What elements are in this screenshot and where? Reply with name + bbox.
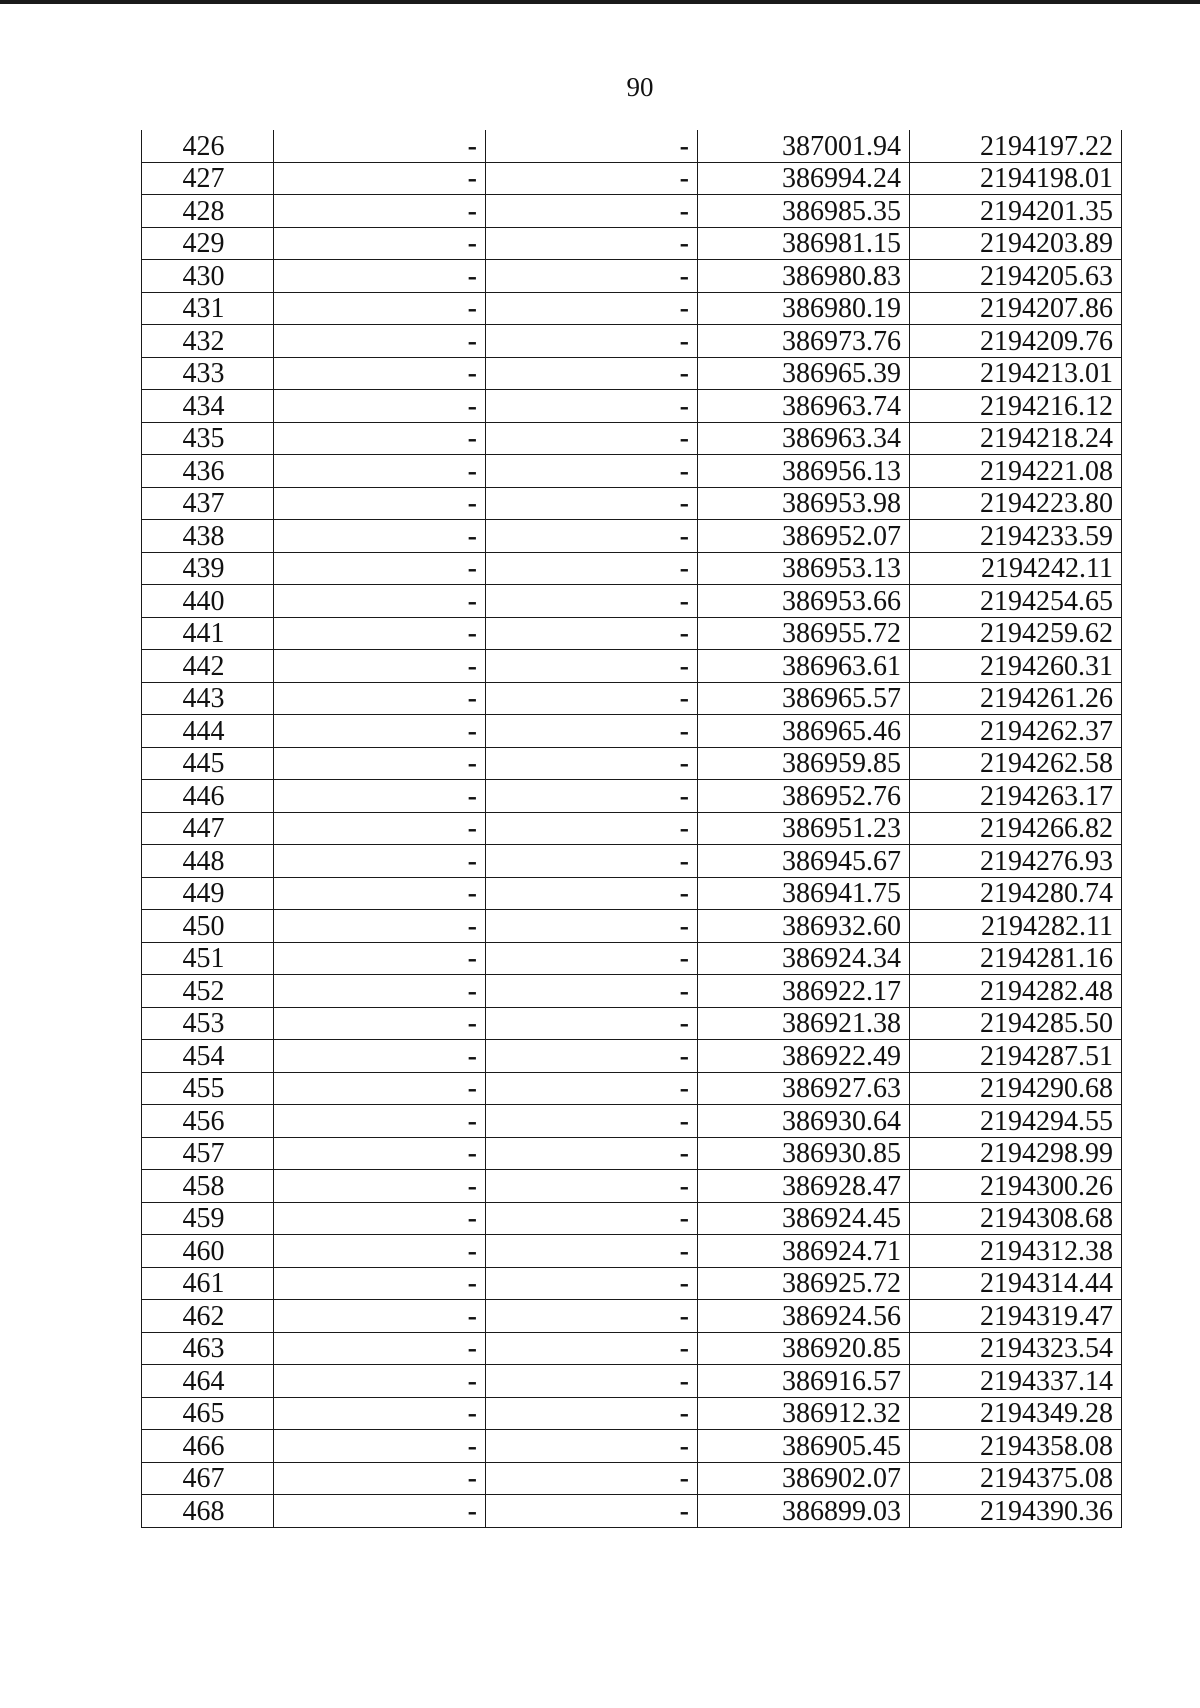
y-coordinate-cell: 2194266.82	[910, 812, 1122, 845]
point-number-cell: 458	[142, 1170, 274, 1203]
blank-value-cell: -	[274, 1007, 486, 1040]
point-number-cell: 433	[142, 357, 274, 390]
point-number-cell: 462	[142, 1300, 274, 1333]
table-row	[142, 130, 1122, 162]
y-coordinate-cell: 2194280.74	[910, 877, 1122, 910]
blank-value-cell: -	[486, 1365, 698, 1398]
point-number-cell: 451	[142, 942, 274, 975]
blank-value-cell: -	[486, 877, 698, 910]
y-coordinate-cell: 2194261.26	[910, 682, 1122, 715]
y-coordinate-cell: 2194308.68	[910, 1202, 1122, 1235]
point-number-cell: 428	[142, 195, 274, 228]
y-coordinate-cell: 2194314.44	[910, 1267, 1122, 1300]
blank-value-cell: -	[274, 650, 486, 683]
x-coordinate-cell: 386981.15	[698, 227, 910, 260]
blank-value-cell: -	[486, 195, 698, 228]
table-row	[142, 650, 1122, 683]
blank-value-cell: -	[274, 1170, 486, 1203]
blank-value-cell: -	[486, 1040, 698, 1073]
y-coordinate-cell: 2194218.24	[910, 422, 1122, 455]
x-coordinate-cell: 386955.72	[698, 617, 910, 650]
point-number-cell: 446	[142, 780, 274, 813]
y-coordinate-cell: 2194390.36	[910, 1495, 1122, 1528]
x-coordinate-cell: 386953.66	[698, 585, 910, 618]
y-coordinate-cell: 2194319.47	[910, 1300, 1122, 1333]
y-coordinate-cell: 2194207.86	[910, 292, 1122, 325]
y-coordinate-cell: 2194203.89	[910, 227, 1122, 260]
blank-value-cell: -	[274, 422, 486, 455]
point-number-cell: 461	[142, 1267, 274, 1300]
blank-value-cell: -	[274, 1202, 486, 1235]
blank-value-cell: -	[486, 260, 698, 293]
y-coordinate-cell: 2194349.28	[910, 1397, 1122, 1430]
point-number-cell: 435	[142, 422, 274, 455]
x-coordinate-cell: 386980.19	[698, 292, 910, 325]
x-coordinate-cell: 386927.63	[698, 1072, 910, 1105]
blank-value-cell: -	[486, 1170, 698, 1203]
blank-value-cell: -	[274, 1300, 486, 1333]
blank-value-cell: -	[274, 357, 486, 390]
blank-value-cell: -	[486, 747, 698, 780]
x-coordinate-cell: 386905.45	[698, 1430, 910, 1463]
x-coordinate-cell: 386902.07	[698, 1462, 910, 1495]
blank-value-cell: -	[274, 682, 486, 715]
blank-value-cell: -	[486, 910, 698, 943]
y-coordinate-cell: 2194223.80	[910, 487, 1122, 520]
blank-value-cell: -	[274, 942, 486, 975]
y-coordinate-cell: 2194323.54	[910, 1332, 1122, 1365]
blank-value-cell: -	[486, 942, 698, 975]
y-coordinate-cell: 2194198.01	[910, 162, 1122, 195]
table-row	[142, 747, 1122, 780]
x-coordinate-cell: 387001.94	[698, 130, 910, 162]
table-row	[142, 520, 1122, 553]
y-coordinate-cell: 2194254.65	[910, 585, 1122, 618]
blank-value-cell: -	[274, 715, 486, 748]
table-row	[142, 1137, 1122, 1170]
y-coordinate-cell: 2194312.38	[910, 1235, 1122, 1268]
x-coordinate-cell: 386963.61	[698, 650, 910, 683]
x-coordinate-cell: 386941.75	[698, 877, 910, 910]
blank-value-cell: -	[274, 1397, 486, 1430]
x-coordinate-cell: 386985.35	[698, 195, 910, 228]
y-coordinate-cell: 2194300.26	[910, 1170, 1122, 1203]
blank-value-cell: -	[486, 845, 698, 878]
x-coordinate-cell: 386922.17	[698, 975, 910, 1008]
blank-value-cell: -	[486, 1137, 698, 1170]
point-number-cell: 432	[142, 325, 274, 358]
blank-value-cell: -	[486, 1235, 698, 1268]
point-number-cell: 426	[142, 130, 274, 162]
table-row	[142, 682, 1122, 715]
blank-value-cell: -	[274, 162, 486, 195]
table-row	[142, 487, 1122, 520]
blank-value-cell: -	[486, 1202, 698, 1235]
x-coordinate-cell: 386924.56	[698, 1300, 910, 1333]
point-number-cell: 468	[142, 1495, 274, 1528]
blank-value-cell: -	[274, 1040, 486, 1073]
x-coordinate-cell: 386965.57	[698, 682, 910, 715]
y-coordinate-cell: 2194262.37	[910, 715, 1122, 748]
blank-value-cell: -	[274, 910, 486, 943]
blank-value-cell: -	[274, 877, 486, 910]
y-coordinate-cell: 2194242.11	[910, 552, 1122, 585]
y-coordinate-cell: 2194221.08	[910, 455, 1122, 488]
table-row	[142, 162, 1122, 195]
table-row	[142, 812, 1122, 845]
y-coordinate-cell: 2194233.59	[910, 520, 1122, 553]
table-row	[142, 1170, 1122, 1203]
point-number-cell: 427	[142, 162, 274, 195]
blank-value-cell: -	[486, 390, 698, 423]
table-row	[142, 1202, 1122, 1235]
blank-value-cell: -	[274, 487, 486, 520]
blank-value-cell: -	[486, 162, 698, 195]
blank-value-cell: -	[274, 617, 486, 650]
point-number-cell: 463	[142, 1332, 274, 1365]
blank-value-cell: -	[274, 585, 486, 618]
point-number-cell: 452	[142, 975, 274, 1008]
blank-value-cell: -	[486, 130, 698, 162]
table-row	[142, 1235, 1122, 1268]
x-coordinate-cell: 386963.74	[698, 390, 910, 423]
x-coordinate-cell: 386916.57	[698, 1365, 910, 1398]
blank-value-cell: -	[486, 682, 698, 715]
blank-value-cell: -	[274, 1430, 486, 1463]
point-number-cell: 436	[142, 455, 274, 488]
point-number-cell: 466	[142, 1430, 274, 1463]
point-number-cell: 457	[142, 1137, 274, 1170]
table-row	[142, 780, 1122, 813]
x-coordinate-cell: 386973.76	[698, 325, 910, 358]
point-number-cell: 438	[142, 520, 274, 553]
blank-value-cell: -	[274, 390, 486, 423]
blank-value-cell: -	[274, 520, 486, 553]
blank-value-cell: -	[274, 1365, 486, 1398]
table-row	[142, 942, 1122, 975]
table-row	[142, 1430, 1122, 1463]
point-number-cell: 460	[142, 1235, 274, 1268]
blank-value-cell: -	[274, 1137, 486, 1170]
blank-value-cell: -	[274, 292, 486, 325]
blank-value-cell: -	[486, 1072, 698, 1105]
point-number-cell: 444	[142, 715, 274, 748]
point-number-cell: 456	[142, 1105, 274, 1138]
table-row	[142, 227, 1122, 260]
point-number-cell: 449	[142, 877, 274, 910]
point-number-cell: 434	[142, 390, 274, 423]
blank-value-cell: -	[274, 260, 486, 293]
y-coordinate-cell: 2194209.76	[910, 325, 1122, 358]
point-number-cell: 465	[142, 1397, 274, 1430]
y-coordinate-cell: 2194260.31	[910, 650, 1122, 683]
blank-value-cell: -	[274, 845, 486, 878]
table-row	[142, 260, 1122, 293]
blank-value-cell: -	[486, 1397, 698, 1430]
blank-value-cell: -	[486, 520, 698, 553]
blank-value-cell: -	[274, 1495, 486, 1528]
y-coordinate-cell: 2194205.63	[910, 260, 1122, 293]
point-number-cell: 467	[142, 1462, 274, 1495]
point-number-cell: 437	[142, 487, 274, 520]
point-number-cell: 459	[142, 1202, 274, 1235]
y-coordinate-cell: 2194287.51	[910, 1040, 1122, 1073]
x-coordinate-cell: 386924.45	[698, 1202, 910, 1235]
blank-value-cell: -	[274, 455, 486, 488]
table-row	[142, 1397, 1122, 1430]
y-coordinate-cell: 2194216.12	[910, 390, 1122, 423]
point-number-cell: 430	[142, 260, 274, 293]
y-coordinate-cell: 2194197.22	[910, 130, 1122, 162]
table-row	[142, 1267, 1122, 1300]
blank-value-cell: -	[274, 325, 486, 358]
blank-value-cell: -	[486, 617, 698, 650]
y-coordinate-cell: 2194337.14	[910, 1365, 1122, 1398]
page-number: 90	[626, 72, 654, 102]
y-coordinate-cell: 2194282.11	[910, 910, 1122, 943]
blank-value-cell: -	[486, 1462, 698, 1495]
blank-value-cell: -	[486, 455, 698, 488]
x-coordinate-cell: 386930.85	[698, 1137, 910, 1170]
table-row	[142, 975, 1122, 1008]
blank-value-cell: -	[274, 195, 486, 228]
y-coordinate-cell: 2194262.58	[910, 747, 1122, 780]
y-coordinate-cell: 2194290.68	[910, 1072, 1122, 1105]
x-coordinate-cell: 386924.71	[698, 1235, 910, 1268]
blank-value-cell: -	[486, 487, 698, 520]
blank-value-cell: -	[486, 357, 698, 390]
blank-value-cell: -	[486, 1007, 698, 1040]
blank-value-cell: -	[486, 227, 698, 260]
blank-value-cell: -	[274, 130, 486, 162]
y-coordinate-cell: 2194213.01	[910, 357, 1122, 390]
x-coordinate-cell: 386922.49	[698, 1040, 910, 1073]
blank-value-cell: -	[274, 552, 486, 585]
x-coordinate-cell: 386994.24	[698, 162, 910, 195]
blank-value-cell: -	[486, 1267, 698, 1300]
blank-value-cell: -	[486, 1430, 698, 1463]
table-row	[142, 1365, 1122, 1398]
table-row	[142, 292, 1122, 325]
blank-value-cell: -	[274, 1332, 486, 1365]
table-row	[142, 422, 1122, 455]
y-coordinate-cell: 2194294.55	[910, 1105, 1122, 1138]
point-number-cell: 447	[142, 812, 274, 845]
table-row	[142, 1105, 1122, 1138]
point-number-cell: 441	[142, 617, 274, 650]
x-coordinate-cell: 386952.76	[698, 780, 910, 813]
point-number-cell: 439	[142, 552, 274, 585]
blank-value-cell: -	[486, 1105, 698, 1138]
x-coordinate-cell: 386952.07	[698, 520, 910, 553]
blank-value-cell: -	[486, 975, 698, 1008]
point-number-cell: 455	[142, 1072, 274, 1105]
y-coordinate-cell: 2194201.35	[910, 195, 1122, 228]
blank-value-cell: -	[486, 325, 698, 358]
blank-value-cell: -	[486, 1495, 698, 1528]
x-coordinate-cell: 386953.98	[698, 487, 910, 520]
x-coordinate-cell: 386920.85	[698, 1332, 910, 1365]
table-row	[142, 1007, 1122, 1040]
x-coordinate-cell: 386945.67	[698, 845, 910, 878]
point-number-cell: 429	[142, 227, 274, 260]
y-coordinate-cell: 2194358.08	[910, 1430, 1122, 1463]
table-row	[142, 1040, 1122, 1073]
page-top-border	[0, 0, 1200, 4]
table-row	[142, 845, 1122, 878]
point-number-cell: 431	[142, 292, 274, 325]
table-row	[142, 1072, 1122, 1105]
y-coordinate-cell: 2194263.17	[910, 780, 1122, 813]
blank-value-cell: -	[274, 227, 486, 260]
x-coordinate-cell: 386932.60	[698, 910, 910, 943]
table-row	[142, 1300, 1122, 1333]
x-coordinate-cell: 386980.83	[698, 260, 910, 293]
table-row	[142, 325, 1122, 358]
table-row	[142, 1462, 1122, 1495]
point-number-cell: 454	[142, 1040, 274, 1073]
blank-value-cell: -	[486, 650, 698, 683]
x-coordinate-cell: 386899.03	[698, 1495, 910, 1528]
blank-value-cell: -	[486, 715, 698, 748]
x-coordinate-cell: 386912.32	[698, 1397, 910, 1430]
table-row	[142, 715, 1122, 748]
table-row	[142, 1495, 1122, 1528]
x-coordinate-cell: 386959.85	[698, 747, 910, 780]
x-coordinate-cell: 386924.34	[698, 942, 910, 975]
table-row	[142, 195, 1122, 228]
blank-value-cell: -	[486, 780, 698, 813]
point-number-cell: 442	[142, 650, 274, 683]
blank-value-cell: -	[274, 975, 486, 1008]
table-row	[142, 357, 1122, 390]
x-coordinate-cell: 386921.38	[698, 1007, 910, 1040]
y-coordinate-cell: 2194298.99	[910, 1137, 1122, 1170]
y-coordinate-cell: 2194282.48	[910, 975, 1122, 1008]
blank-value-cell: -	[274, 812, 486, 845]
x-coordinate-cell: 386956.13	[698, 455, 910, 488]
y-coordinate-cell: 2194276.93	[910, 845, 1122, 878]
table-row	[142, 1332, 1122, 1365]
blank-value-cell: -	[274, 1105, 486, 1138]
x-coordinate-cell: 386928.47	[698, 1170, 910, 1203]
table-row	[142, 552, 1122, 585]
point-number-cell: 445	[142, 747, 274, 780]
x-coordinate-cell: 386963.34	[698, 422, 910, 455]
x-coordinate-cell: 386930.64	[698, 1105, 910, 1138]
table-row	[142, 910, 1122, 943]
table-row	[142, 617, 1122, 650]
table-row	[142, 877, 1122, 910]
y-coordinate-cell: 2194281.16	[910, 942, 1122, 975]
blank-value-cell: -	[486, 1332, 698, 1365]
blank-value-cell: -	[274, 1072, 486, 1105]
point-number-cell: 464	[142, 1365, 274, 1398]
blank-value-cell: -	[274, 1462, 486, 1495]
table-row	[142, 585, 1122, 618]
coordinate-table	[141, 130, 1122, 1528]
point-number-cell: 440	[142, 585, 274, 618]
blank-value-cell: -	[274, 1235, 486, 1268]
point-number-cell: 443	[142, 682, 274, 715]
x-coordinate-cell: 386951.23	[698, 812, 910, 845]
y-coordinate-cell: 2194375.08	[910, 1462, 1122, 1495]
point-number-cell: 453	[142, 1007, 274, 1040]
blank-value-cell: -	[486, 812, 698, 845]
x-coordinate-cell: 386965.46	[698, 715, 910, 748]
table-row	[142, 455, 1122, 488]
table-row	[142, 390, 1122, 423]
x-coordinate-cell: 386925.72	[698, 1267, 910, 1300]
y-coordinate-cell: 2194285.50	[910, 1007, 1122, 1040]
blank-value-cell: -	[274, 747, 486, 780]
y-coordinate-cell: 2194259.62	[910, 617, 1122, 650]
x-coordinate-cell: 386953.13	[698, 552, 910, 585]
blank-value-cell: -	[486, 292, 698, 325]
blank-value-cell: -	[486, 1300, 698, 1333]
blank-value-cell: -	[486, 422, 698, 455]
blank-value-cell: -	[274, 780, 486, 813]
x-coordinate-cell: 386965.39	[698, 357, 910, 390]
blank-value-cell: -	[486, 552, 698, 585]
coordinate-table-body	[142, 130, 1122, 1527]
blank-value-cell: -	[486, 585, 698, 618]
blank-value-cell: -	[274, 1267, 486, 1300]
point-number-cell: 450	[142, 910, 274, 943]
point-number-cell: 448	[142, 845, 274, 878]
